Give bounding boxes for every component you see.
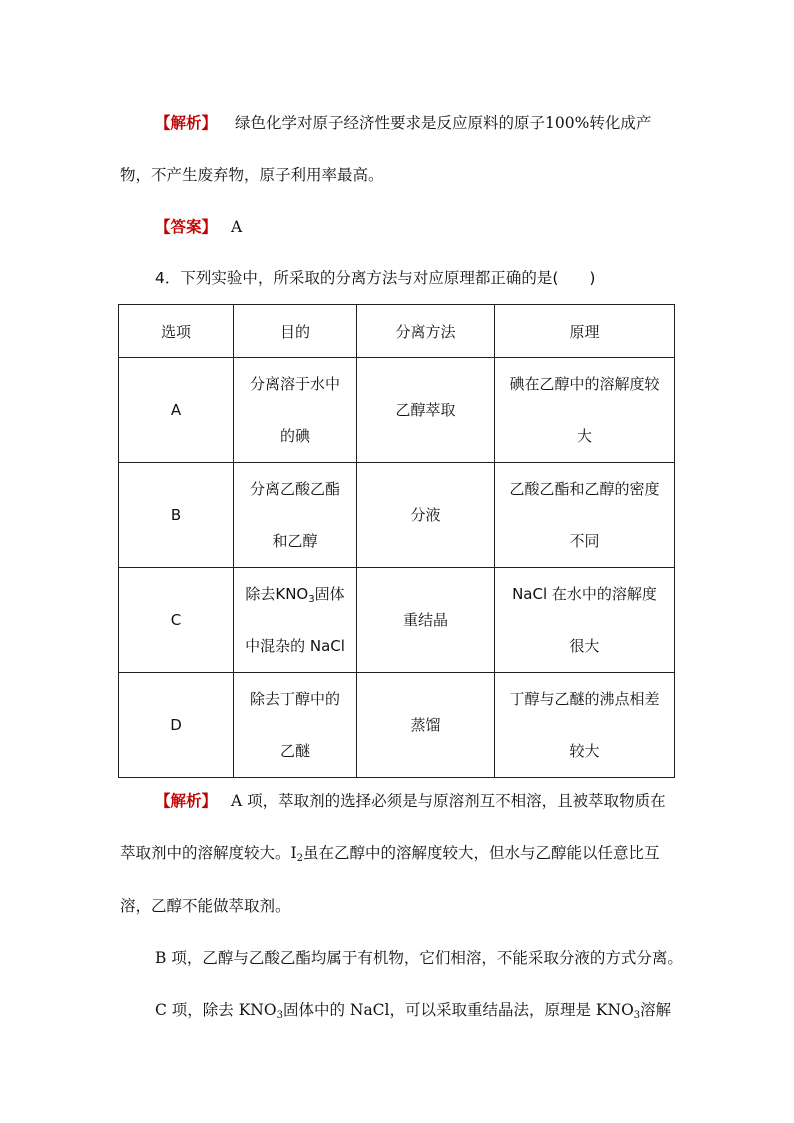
analysis-prev-text-1: 绿色化学对原子经济性要求是反应原料的原子100%转化成产 xyxy=(235,114,652,132)
purpose-line-2: 的碘 xyxy=(279,427,310,445)
analysis-line-5 xyxy=(155,1000,671,1020)
separation-table xyxy=(118,304,675,778)
table-row xyxy=(119,463,675,568)
analysis-text: 溶解 xyxy=(640,1001,672,1019)
purpose-line-1: 分离溶于水中 xyxy=(249,375,340,393)
analysis-prev-line-2 xyxy=(120,165,384,185)
analysis-line-1 xyxy=(155,791,666,811)
analysis-text: C 项，除去 KNO xyxy=(155,1001,277,1019)
table-row xyxy=(119,358,675,463)
principle-line-2: 不同 xyxy=(569,532,600,550)
analysis-line-4 xyxy=(155,948,683,968)
principle-line-1: NaCl 在水中的溶解度 xyxy=(512,585,657,603)
subscript: 3 xyxy=(633,1010,641,1021)
purpose-line-1 xyxy=(234,568,356,620)
header-principle: 原理 xyxy=(495,305,675,358)
row-method: 重结晶 xyxy=(357,568,495,673)
row-purpose xyxy=(234,358,357,463)
header-option: 选项 xyxy=(119,305,234,358)
table-header-row xyxy=(119,305,675,358)
purpose-line-2: 和乙醇 xyxy=(272,532,318,550)
analysis-line-2 xyxy=(120,843,660,863)
analysis-line-3 xyxy=(120,896,291,916)
row-purpose xyxy=(234,568,357,673)
subscript: 3 xyxy=(308,594,315,605)
analysis-text: 溶，乙醇不能做萃取剂。 xyxy=(120,897,291,915)
row-method: 乙醇萃取 xyxy=(357,358,495,463)
header-method: 分离方法 xyxy=(357,305,495,358)
row-principle xyxy=(495,568,675,673)
answer-prev-value: A xyxy=(231,218,243,236)
subscript: 3 xyxy=(276,1010,283,1021)
analysis-tag: 【解析】 xyxy=(155,791,218,810)
row-option: A xyxy=(119,358,234,463)
purpose-line-2: 中混杂的 NaCl xyxy=(245,637,345,655)
analysis-text: B 项，乙醇与乙酸乙酯均属于有机物，它们相溶，不能采取分液的方式分离。 xyxy=(155,949,683,967)
question-stem xyxy=(155,268,595,288)
principle-line-1: 碘在乙醇中的溶解度较 xyxy=(509,375,660,393)
principle-line-1: 乙酸乙酯和乙醇的密度 xyxy=(509,480,660,498)
analysis-text: 虽在乙醇中的溶解度较大，但水与乙醇能以任意比互 xyxy=(303,844,660,862)
analysis-text: 固体中的 NaCl，可以采取重结晶法，原理是 KNO xyxy=(282,1001,634,1019)
purpose-line-1: 分离乙酸乙酯 xyxy=(249,480,340,498)
analysis-prev-text-2: 物，不产生废弃物，原子利用率最高。 xyxy=(120,166,384,184)
principle-line-1: 丁醇与乙醚的沸点相差 xyxy=(509,690,660,708)
principle-line-2: 较大 xyxy=(569,742,600,760)
row-principle xyxy=(495,463,675,568)
analysis-prev-tag: 【解析】 xyxy=(155,113,218,132)
row-purpose xyxy=(234,463,357,568)
analysis-text: 萃取剂中的溶解度较大。I xyxy=(120,844,297,862)
analysis-prev-line-1 xyxy=(155,113,651,133)
purpose-text: 固体 xyxy=(314,585,345,603)
row-principle xyxy=(495,358,675,463)
purpose-text: 除去KNO xyxy=(245,585,309,603)
question-stem-text: 4．下列实验中，所采取的分离方法与对应原理都正确的是( ) xyxy=(155,269,596,287)
row-method: 蒸馏 xyxy=(357,673,495,778)
principle-line-2: 很大 xyxy=(569,637,600,655)
subscript: 2 xyxy=(296,853,303,864)
principle-line-2: 大 xyxy=(576,427,592,445)
table-row xyxy=(119,568,675,673)
header-purpose: 目的 xyxy=(234,305,357,358)
purpose-line-2: 乙醚 xyxy=(279,742,310,760)
row-method: 分液 xyxy=(357,463,495,568)
row-option: C xyxy=(119,568,234,673)
row-purpose xyxy=(234,673,357,778)
analysis-text-1: A 项，萃取剂的选择必须是与原溶剂互不相溶，且被萃取物质在 xyxy=(231,792,666,810)
answer-prev-line xyxy=(155,217,242,237)
row-option: B xyxy=(119,463,234,568)
row-principle xyxy=(495,673,675,778)
row-option: D xyxy=(119,673,234,778)
answer-prev-tag: 【答案】 xyxy=(155,217,218,236)
table-row xyxy=(119,673,675,778)
purpose-line-1: 除去丁醇中的 xyxy=(249,690,340,708)
